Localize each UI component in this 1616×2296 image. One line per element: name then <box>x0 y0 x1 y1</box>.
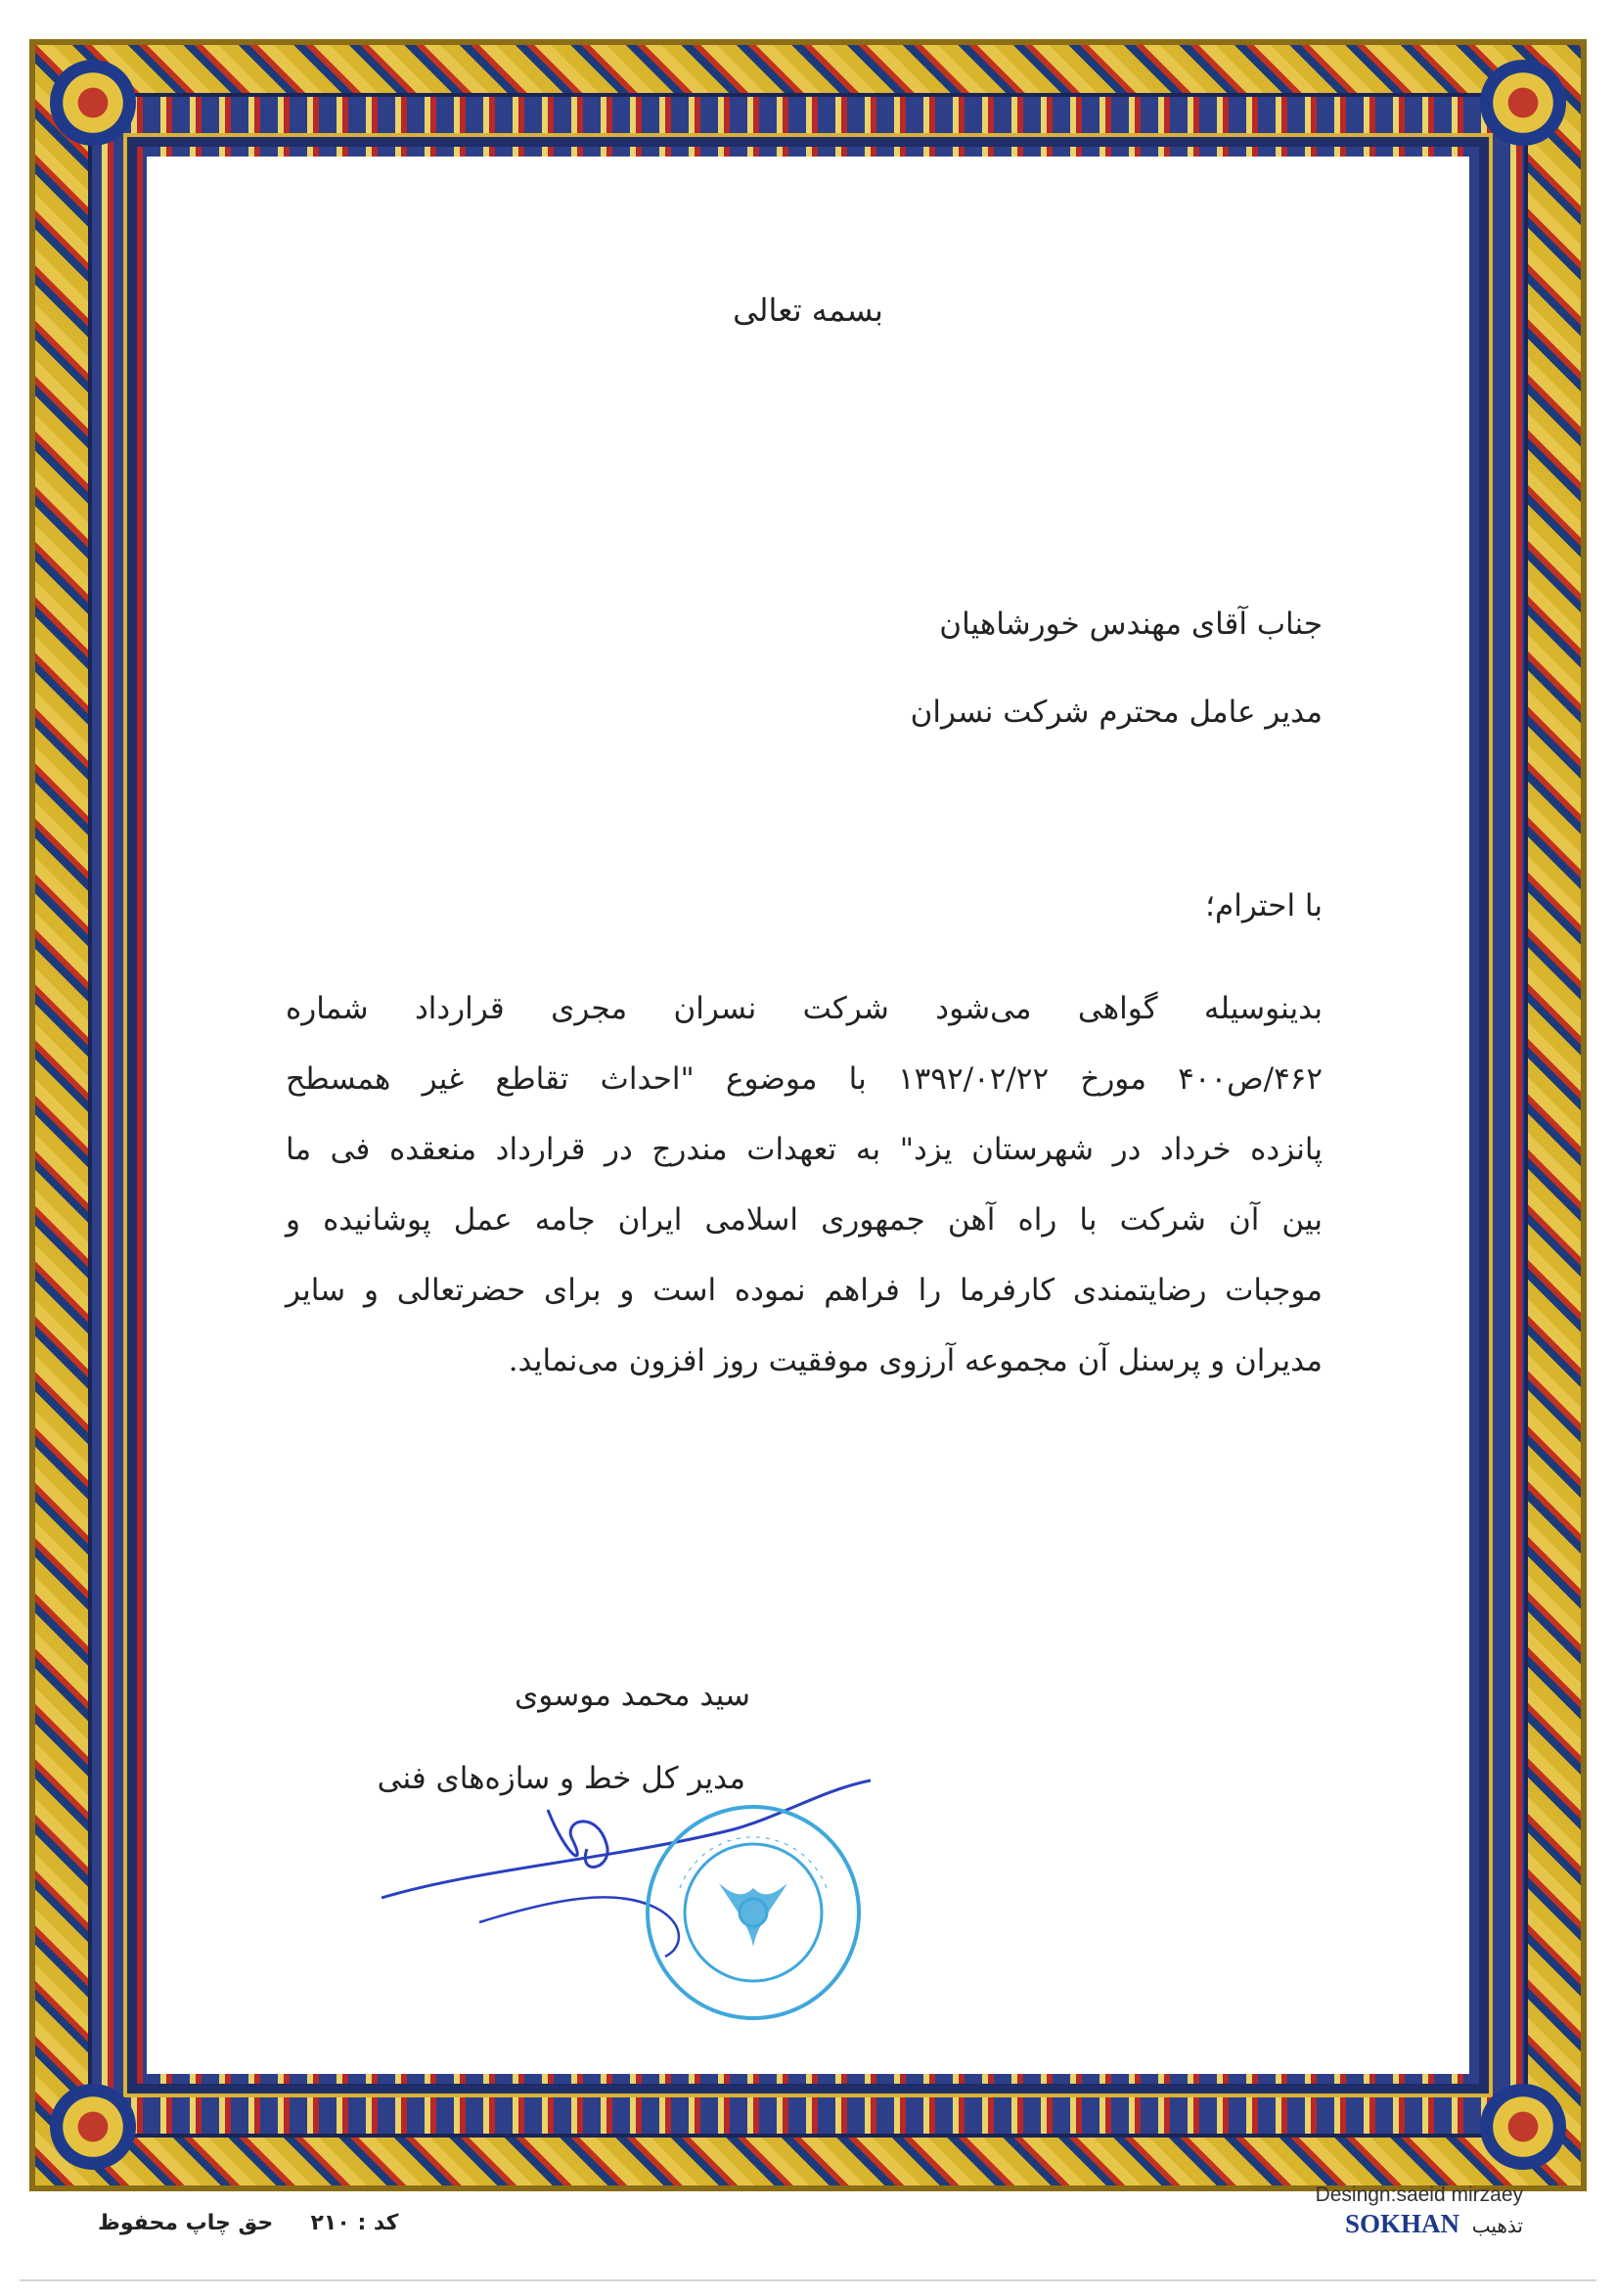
print-rights <box>98 2211 398 2235</box>
body-line: ۴۶۲/ص۴۰۰ مورخ ۱۳۹۲/۰۲/۲۲ با موضوع "احداث تقاطع غیر همسطح <box>286 1061 1324 1097</box>
body-line: مدیران و پرسنل آن مجموعه آرزوی موفقیت روز افزون می‌نماید. <box>508 1343 1323 1378</box>
addressee-name: جناب آقای مهندس خورشاهیان <box>939 607 1323 642</box>
scan-edge-line <box>20 2279 1596 2281</box>
brand-row <box>1316 2209 1523 2239</box>
corner-ornament-icon <box>1469 2073 1577 2181</box>
signer-title: مدیر کل خط و سازه‌های فنی <box>377 1761 745 1796</box>
letter-body <box>286 973 1323 1396</box>
code-label: کد : ۲۱۰ <box>310 2211 399 2235</box>
copyright-text: حق چاپ محفوظ <box>98 2211 274 2235</box>
tadhhib-label: تذهیب <box>1471 2216 1523 2237</box>
addressee-title: مدیر عامل محترم شرکت نسران <box>910 695 1323 730</box>
corner-ornament-icon <box>1469 49 1577 157</box>
corner-ornament-icon <box>39 49 147 157</box>
signer-name: سید محمد موسوی <box>515 1678 750 1713</box>
corner-ornament-icon <box>39 2073 147 2181</box>
body-line: بدینوسیله گواهی می‌شود شرکت نسران مجری قرارداد شماره <box>286 991 1323 1026</box>
brand-logo: SOKHAN <box>1345 2209 1460 2238</box>
body-line: موجبات رضایتمندی کارفرما را فراهم نموده است و برای حضرتعالی و سایر <box>286 1273 1323 1308</box>
salutation: با احترام؛ <box>1205 888 1323 923</box>
design-credit: Desingn:saeid mirzaey <box>1315 2183 1523 2206</box>
official-stamp-icon <box>641 1800 866 2025</box>
design-footer <box>1316 2183 1523 2239</box>
bismillah-heading: بسمه تعالی <box>733 292 883 329</box>
body-line: پانزده خرداد در شهرستان یزد" به تعهدات مندرج در قرارداد منعقده فی ما <box>286 1132 1323 1167</box>
body-line: بین آن شرکت با راه آهن جمهوری اسلامی ایران جامه عمل پوشانیده و <box>286 1202 1323 1238</box>
